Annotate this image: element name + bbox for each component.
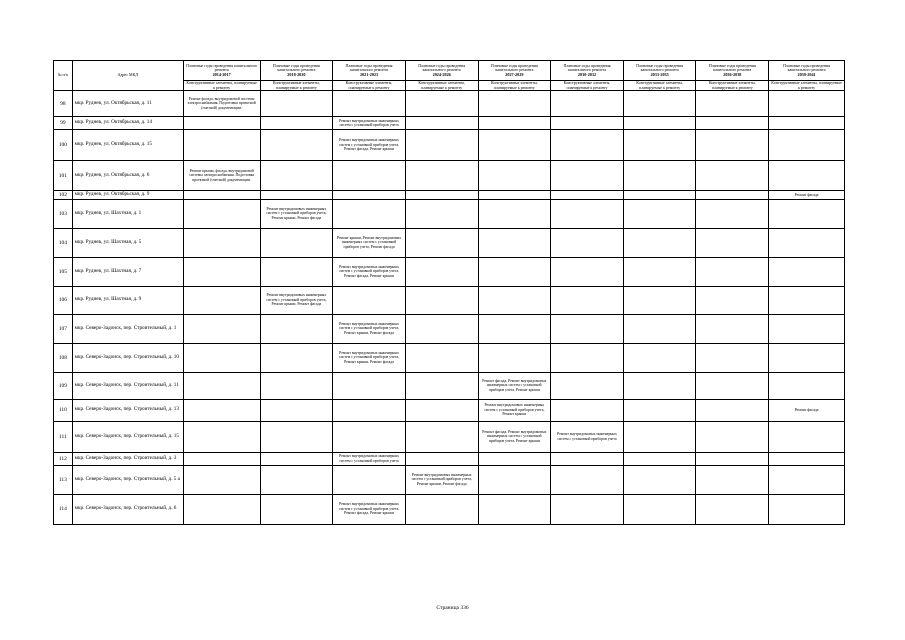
- header-period-years: 2014-2017: [212, 71, 231, 77]
- planned-works-cell: Ремонт фасада: [769, 191, 845, 200]
- planned-works-cell: [478, 117, 551, 130]
- planned-works-cell: [769, 257, 845, 286]
- table-row: [54, 130, 845, 161]
- header-period: [696, 61, 769, 81]
- planned-works-cell: [623, 314, 696, 343]
- header-period-years: 2036-2038: [723, 71, 742, 77]
- header-plan-label: Плановые годы проведения капитального ремонта: [418, 62, 466, 73]
- planned-works-cell: [183, 228, 260, 257]
- document-sheet: [53, 60, 845, 525]
- planned-works-cell: Ремонт внутридомовых инженерных систем с установкой приборов учета, Ремонт фасада, Ремонт крыши: [333, 130, 406, 161]
- planned-works-cell: [333, 421, 406, 452]
- planned-works-cell: [333, 286, 406, 314]
- planned-works-cell: Ремонт внутридомовых инженерных систем с установкой приборов учета, Ремонт крыши, Ремонт фасада: [405, 465, 478, 494]
- row-address: мкр. Северо-Задонск, пер. Строительный, д. 13: [72, 399, 183, 421]
- planned-works-cell: Ремонт фасада, внутридомовой системы электроснабжения. Подготовка проектной (сметной) документации.: [183, 91, 260, 117]
- table-row: [54, 494, 845, 524]
- row-number: 109: [54, 372, 73, 399]
- planned-works-cell: [405, 343, 478, 372]
- planned-works-cell: [696, 199, 769, 228]
- planned-works-cell: [405, 117, 478, 130]
- planned-works-cell: [478, 228, 551, 257]
- table-row: [54, 91, 845, 117]
- row-address: мкр. Руднев, ул. Октябрьская, д. 14: [72, 117, 183, 130]
- header-works-label: Конструктивные элементы, планируемые к ремонту: [405, 81, 478, 91]
- planned-works-cell: [769, 91, 845, 117]
- planned-works-cell: [333, 161, 406, 191]
- planned-works-cell: [183, 314, 260, 343]
- planned-works-cell: Ремонт крыши, фасада, внутридомовой системы электроснабжения. Подготовка проектной (сметной) документации.: [183, 161, 260, 191]
- planned-works-cell: Ремонт внутридомовых инженерных систем с установкой приборов учета, Ремонт крыши, Ремонт фасада: [260, 286, 333, 314]
- planned-works-cell: [405, 286, 478, 314]
- row-address: мкр. Руднев, ул. Октябрьская, д. 9: [72, 191, 183, 200]
- header-period-years: 2027-2029: [505, 71, 524, 77]
- row-number: 108: [54, 343, 73, 372]
- planned-works-cell: Ремонт внутридомовых инженерных систем с установкой приборов учета, Ремонт фасада, Ремонт крыши: [333, 257, 406, 286]
- row-address: мкр. Руднев, ул. Шахтная, д. 1: [72, 199, 183, 228]
- planned-works-cell: Ремонт фасада, Ремонт внутридомовых инженерных систем с установкой приборов учета, Ремонт крыши: [478, 421, 551, 452]
- row-number: 103: [54, 199, 73, 228]
- table-row: [54, 191, 845, 200]
- planned-works-cell: [183, 494, 260, 524]
- table-row: [54, 117, 845, 130]
- planned-works-cell: [183, 465, 260, 494]
- planned-works-cell: [696, 343, 769, 372]
- table-row: [54, 372, 845, 399]
- row-number: 112: [54, 452, 73, 465]
- header-period: [405, 61, 478, 81]
- row-number: 99: [54, 117, 73, 130]
- row-address: мкр. Руднев, ул. Шахтная, д. 7: [72, 257, 183, 286]
- planned-works-cell: [333, 465, 406, 494]
- planned-works-cell: [769, 117, 845, 130]
- header-period-years: 2021-2023: [359, 71, 379, 77]
- planned-works-cell: [405, 452, 478, 465]
- page-number: Страница 336: [436, 605, 469, 611]
- row-number: 98: [54, 91, 73, 117]
- planned-works-cell: [551, 117, 624, 130]
- planned-works-cell: [551, 372, 624, 399]
- planned-works-cell: [551, 228, 624, 257]
- planned-works-cell: Ремонт внутридомовых инженерных систем с установкой приборов учета, Ремонт фасада, Ремонт крыши: [333, 494, 406, 524]
- planned-works-cell: [333, 372, 406, 399]
- planned-works-cell: [183, 452, 260, 465]
- row-number: 114: [54, 494, 73, 524]
- row-number: 106: [54, 286, 73, 314]
- planned-works-cell: [260, 91, 333, 117]
- planned-works-cell: [623, 399, 696, 421]
- planned-works-cell: [478, 161, 551, 191]
- header-plan-label: Плановые годы проведения капитального ремонта: [783, 62, 831, 73]
- planned-works-cell: [696, 130, 769, 161]
- planned-works-cell: [405, 314, 478, 343]
- planned-works-cell: Ремонт фасада: [769, 399, 845, 421]
- planned-works-cell: [623, 199, 696, 228]
- header-period-years: 2018-2020: [287, 71, 306, 77]
- planned-works-cell: [623, 257, 696, 286]
- planned-works-cell: [478, 257, 551, 286]
- planned-works-cell: Ремонт внутридомовых инженерных систем с установкой приборов учета, Ремонт крыши: [478, 399, 551, 421]
- planned-works-cell: [551, 465, 624, 494]
- row-number: 102: [54, 191, 73, 200]
- row-address: мкр. Руднев, ул. Шахтная, д. 5: [72, 228, 183, 257]
- planned-works-cell: [478, 286, 551, 314]
- planned-works-cell: [260, 494, 333, 524]
- header-works-label: Конструктивные элементы, планируемые к ремонту: [769, 81, 845, 91]
- header-period: [478, 61, 551, 81]
- planned-works-cell: [769, 452, 845, 465]
- header-plan-label: Плановые годы проведения капитального ремонта: [708, 62, 756, 73]
- planned-works-cell: [769, 286, 845, 314]
- planned-works-cell: [769, 421, 845, 452]
- header-works-label: Конструктивные элементы, планируемые к ремонту: [551, 81, 624, 91]
- row-address: мкр. Северо-Задонск, пер. Строительный, д. 5 а: [72, 465, 183, 494]
- planned-works-cell: [769, 228, 845, 257]
- row-number: 107: [54, 314, 73, 343]
- planned-works-cell: [478, 494, 551, 524]
- planned-works-cell: [551, 494, 624, 524]
- planned-works-cell: Ремонт фасада, Ремонт внутридомовых инженерных систем с установкой приборов учета, Ремонт крыши: [478, 372, 551, 399]
- planned-works-cell: [551, 314, 624, 343]
- planned-works-cell: [623, 286, 696, 314]
- planned-works-cell: [260, 191, 333, 200]
- planned-works-cell: [260, 117, 333, 130]
- planned-works-cell: [405, 372, 478, 399]
- planned-works-cell: [333, 199, 406, 228]
- row-address: мкр. Северо-Задонск, пер. Строительный, д. 10: [72, 343, 183, 372]
- planned-works-cell: [769, 494, 845, 524]
- planned-works-cell: [769, 199, 845, 228]
- header-plan-label: Плановые годы проведения капитального ремонта: [636, 62, 684, 73]
- planned-works-cell: [478, 314, 551, 343]
- planned-works-cell: [696, 161, 769, 191]
- table-row: [54, 257, 845, 286]
- header-number: № п/п: [54, 61, 73, 91]
- planned-works-cell: [696, 286, 769, 314]
- planned-works-cell: [405, 199, 478, 228]
- planned-works-cell: [260, 161, 333, 191]
- planned-works-cell: [183, 286, 260, 314]
- row-number: 100: [54, 130, 73, 161]
- planned-works-cell: [183, 399, 260, 421]
- planned-works-cell: [769, 314, 845, 343]
- planned-works-cell: [478, 452, 551, 465]
- planned-works-cell: [696, 421, 769, 452]
- header-plan-label: Плановые годы проведения капитального ремонта: [563, 62, 611, 73]
- planned-works-cell: [696, 117, 769, 130]
- planned-works-cell: [623, 191, 696, 200]
- planned-works-cell: Ремонт крыши, Ремонт внутридомовых инженерных систем с установкой приборов учета, Ремонт фасада: [333, 228, 406, 257]
- planned-works-cell: [551, 343, 624, 372]
- row-number: 105: [54, 257, 73, 286]
- planned-works-cell: [405, 257, 478, 286]
- header-plan-label: Плановые годы проведения капитального ремонта: [490, 62, 538, 73]
- planned-works-cell: [551, 130, 624, 161]
- planned-works-cell: [405, 494, 478, 524]
- planned-works-cell: [260, 421, 333, 452]
- planned-works-cell: [623, 343, 696, 372]
- planned-works-cell: [696, 494, 769, 524]
- table-row: [54, 452, 845, 465]
- planned-works-cell: [623, 421, 696, 452]
- row-number: 113: [54, 465, 73, 494]
- header-works-label: Конструктивные элементы, планируемые к ремонту: [696, 81, 769, 91]
- row-address: мкр. Руднев, ул. Шахтная, д. 9: [72, 286, 183, 314]
- planned-works-cell: [333, 191, 406, 200]
- header-period: [260, 61, 333, 81]
- planned-works-cell: [551, 452, 624, 465]
- planned-works-cell: [405, 130, 478, 161]
- table-row: [54, 314, 845, 343]
- repair-plan-table: [53, 60, 845, 525]
- table-row: [54, 465, 845, 494]
- planned-works-cell: [696, 257, 769, 286]
- planned-works-cell: [478, 191, 551, 200]
- table-row: [54, 343, 845, 372]
- header-works-label: Конструктивные элементы, планируемые к ремонту: [260, 81, 333, 91]
- planned-works-cell: [478, 199, 551, 228]
- planned-works-cell: [260, 452, 333, 465]
- header-period-years: 2039-2041: [797, 71, 816, 77]
- planned-works-cell: [623, 372, 696, 399]
- header-plan-label: Плановые годы проведения капитального ремонта: [186, 62, 258, 73]
- planned-works-cell: [183, 191, 260, 200]
- planned-works-cell: [183, 421, 260, 452]
- planned-works-cell: Ремонт внутридомовых инженерных систем с установкой приборов учета: [333, 117, 406, 130]
- planned-works-cell: [696, 372, 769, 399]
- planned-works-cell: [551, 161, 624, 191]
- planned-works-cell: [478, 130, 551, 161]
- planned-works-cell: [260, 257, 333, 286]
- planned-works-cell: [183, 343, 260, 372]
- planned-works-cell: [183, 257, 260, 286]
- planned-works-cell: [405, 421, 478, 452]
- planned-works-cell: [769, 343, 845, 372]
- row-number: 101: [54, 161, 73, 191]
- table-row: [54, 286, 845, 314]
- header-period-years: 2033-2035: [650, 71, 669, 77]
- planned-works-cell: Ремонт внутридомовых инженерных систем с установкой приборов учета: [333, 452, 406, 465]
- header-plan-label: Плановые годы проведения капитального ремонта: [272, 62, 320, 73]
- planned-works-cell: [260, 314, 333, 343]
- planned-works-cell: [260, 228, 333, 257]
- header-period: [623, 61, 696, 81]
- header-works-label: Конструктивные элементы, планируемые к ремонту: [183, 81, 260, 91]
- header-address: Адрес МКД: [72, 61, 183, 91]
- header-works-label: Конструктивные элементы, планируемые к ремонту: [478, 81, 551, 91]
- planned-works-cell: [551, 399, 624, 421]
- planned-works-cell: [260, 343, 333, 372]
- header-period: [769, 61, 845, 81]
- planned-works-cell: [183, 130, 260, 161]
- planned-works-cell: [183, 199, 260, 228]
- planned-works-cell: Ремонт внутридомовых инженерных систем с установкой приборов учета, Ремонт крыши, Ремонт фасада: [333, 343, 406, 372]
- planned-works-cell: [769, 372, 845, 399]
- planned-works-cell: [696, 314, 769, 343]
- header-plan-label: Плановые годы проведения капитального ремонта: [345, 62, 393, 73]
- planned-works-cell: [623, 452, 696, 465]
- planned-works-cell: [478, 91, 551, 117]
- row-address: мкр. Северо-Задонск, пер. Строительный, д. 11: [72, 372, 183, 399]
- planned-works-cell: [260, 372, 333, 399]
- planned-works-cell: [623, 228, 696, 257]
- planned-works-cell: Ремонт внутридомовых инженерных систем с установкой приборов учета, Ремонт крыши, Ремонт фасада: [333, 314, 406, 343]
- header-period: [183, 61, 260, 81]
- planned-works-cell: [478, 465, 551, 494]
- planned-works-cell: [623, 117, 696, 130]
- header-period-years: 2024-2026: [432, 71, 451, 77]
- planned-works-cell: [623, 161, 696, 191]
- planned-works-cell: [260, 465, 333, 494]
- table-row: [54, 399, 845, 421]
- table-row: [54, 421, 845, 452]
- planned-works-cell: [551, 286, 624, 314]
- planned-works-cell: [696, 228, 769, 257]
- header-works-label: Конструктивные элементы, планируемые к ремонту: [623, 81, 696, 91]
- planned-works-cell: [551, 199, 624, 228]
- row-address: мкр. Северо-Задонск, пер. Строительный, д. 1: [72, 314, 183, 343]
- header-period-years: 2030-2032: [577, 71, 597, 77]
- row-address: мкр. Руднев, ул. Октябрьская, д. 6: [72, 161, 183, 191]
- row-number: 111: [54, 421, 73, 452]
- planned-works-cell: [551, 91, 624, 117]
- row-number: 104: [54, 228, 73, 257]
- header-period: [333, 61, 406, 81]
- planned-works-cell: [623, 494, 696, 524]
- header-period: [551, 61, 624, 81]
- planned-works-cell: Ремонт внутридомовых инженерных систем с установкой приборов учета: [551, 421, 624, 452]
- planned-works-cell: [769, 465, 845, 494]
- row-address: мкр. Северо-Задонск, пер. Строительный, д. 6: [72, 494, 183, 524]
- planned-works-cell: [405, 228, 478, 257]
- planned-works-cell: [260, 399, 333, 421]
- planned-works-cell: [183, 117, 260, 130]
- planned-works-cell: [333, 399, 406, 421]
- planned-works-cell: [551, 257, 624, 286]
- planned-works-cell: [405, 161, 478, 191]
- planned-works-cell: [696, 191, 769, 200]
- planned-works-cell: Ремонт внутридомовых инженерных систем с установкой приборов учета, Ремонт крыши, Ремонт фасада: [260, 199, 333, 228]
- planned-works-cell: [769, 161, 845, 191]
- table-row: [54, 161, 845, 191]
- planned-works-cell: [333, 91, 406, 117]
- planned-works-cell: [260, 130, 333, 161]
- row-address: мкр. Северо-Задонск, пер. Строительный, д. 15: [72, 421, 183, 452]
- planned-works-cell: [696, 399, 769, 421]
- planned-works-cell: [405, 399, 478, 421]
- planned-works-cell: [551, 191, 624, 200]
- planned-works-cell: [696, 465, 769, 494]
- planned-works-cell: [623, 130, 696, 161]
- planned-works-cell: [623, 91, 696, 117]
- table-row: [54, 228, 845, 257]
- row-address: мкр. Руднев, ул. Октябрьская, д. 11: [72, 91, 183, 117]
- planned-works-cell: [696, 452, 769, 465]
- row-number: 110: [54, 399, 73, 421]
- header-works-label: Конструктивные элементы, планируемые к ремонту: [333, 81, 406, 91]
- planned-works-cell: [623, 465, 696, 494]
- table-row: [54, 199, 845, 228]
- planned-works-cell: [405, 91, 478, 117]
- row-address: мкр. Руднев, ул. Октябрьская, д. 15: [72, 130, 183, 161]
- planned-works-cell: [696, 91, 769, 117]
- planned-works-cell: [478, 343, 551, 372]
- planned-works-cell: [183, 372, 260, 399]
- planned-works-cell: [405, 191, 478, 200]
- row-address: мкр. Северо-Задонск, пер. Строительный, д. 3: [72, 452, 183, 465]
- planned-works-cell: [769, 130, 845, 161]
